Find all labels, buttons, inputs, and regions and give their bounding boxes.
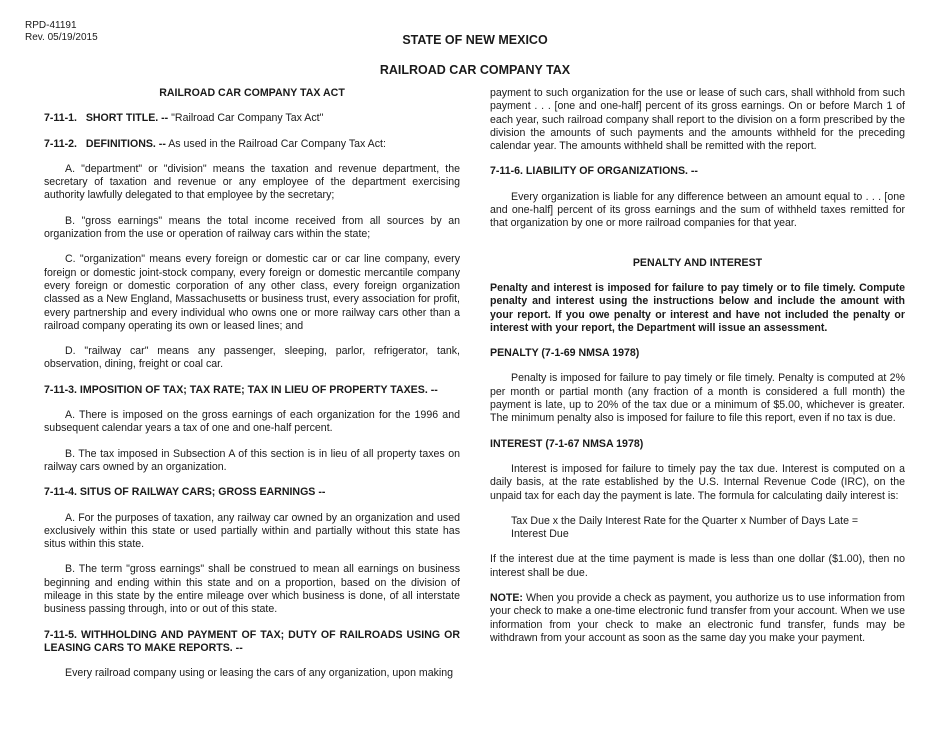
section-number: 7-11-2. [44, 137, 77, 150]
right-column [490, 87, 905, 645]
revision-date: Rev. 05/19/2015 [25, 32, 98, 43]
section-7-11-1 [44, 112, 460, 125]
section-7-11-6-heading: 7-11-6. LIABILITY OF ORGANIZATIONS. -- [490, 165, 698, 178]
section-7-11-4-heading: 7-11-4. SITUS OF RAILWAY CARS; GROSS EARNINGS -- [44, 486, 326, 499]
definition-d: D. "railway car" means any passenger, sleeping, parlor, refrigerator, tank, observation, dining, freight or coal car. [44, 345, 460, 371]
section-7-11-5-heading: 7-11-5. WITHHOLDING AND PAYMENT OF TAX; DUTY OF RAILROADS USING OR LEASING CARS TO MAKE REPORTS. -- [44, 628, 460, 654]
section-7-11-5-continued: payment to such organization for the use or lease of such cars, shall withhold from such payment . . . [one and one-half] percent of its gross earnings. On or before March 1 of each year, such railroad company shall report to the division on a form prescribed by the division the amounts of such payments and the amounts withheld for the preceding calendar year. The amounts withheld shall be remitted with the report. [490, 87, 905, 153]
state-title: STATE OF NEW MEXICO [402, 33, 548, 47]
note-paragraph [490, 592, 905, 645]
note-label: NOTE: [490, 592, 523, 605]
section-heading: SHORT TITLE. -- [85, 112, 169, 125]
penalty-interest-heading: PENALTY AND INTEREST [632, 256, 763, 269]
definition-b: B. "gross earnings" means the total income received from all sources by an organization from the use or operation of railway cars within the state; [44, 214, 460, 241]
interest-minimum-text: If the interest due at the time payment is made is less than one dollar ($1.00), then no interest shall be due. [490, 553, 905, 579]
section-text: "Railroad Car Company Tax Act" [168, 112, 324, 125]
section-7-11-5-text: Every railroad company using or leasing the cars of any organization, upon making [65, 667, 454, 680]
section-7-11-3-a: A. There is imposed on the gross earnings of each organization for the 1996 and subsequent calendar years a tax of one and one-half percent. [44, 409, 460, 435]
definition-a: A. "department" or "division" means the taxation and revenue department, the secretary of taxation and revenue or any employee of the department exercising authority lawfully delegated to that employee by the secretary; [44, 162, 460, 202]
section-7-11-2 [44, 138, 460, 151]
penalty-text: Penalty is imposed for failure to pay timely or file timely. Penalty is computed at 2% per month or partial month (any fraction of a month is considered a full month) the payment is late, up to 20% of the tax due or a minimum of $5.00, whichever is greater. The minimum penalty also is imposed for failure to file this report, even if no tax is due. [490, 372, 905, 425]
section-7-11-4-b: B. The term "gross earnings" shall be construed to mean all earnings on business beginning and ending within this state and on a proportion, based on the division of mileage in this state by the entire mileage over which business is done, of all interstate business passing through, into or out of this state. [44, 563, 460, 616]
interest-text: Interest is imposed for failure to timely pay the tax due. Interest is computed on a daily basis, at the rate established by the U.S. Internal Revenue Code (IRC), on the unpaid tax for each day the payment is late. The formula for calculating daily interest is: [490, 462, 905, 502]
page-title: RAILROAD CAR COMPANY TAX [379, 63, 571, 77]
section-7-11-4-a: A. For the purposes of taxation, any railway car owned by an organization and used exclusively within this state or used partially within and partially without this state has situs within this state. [44, 511, 460, 551]
note-text: When you provide a check as payment, you authorize us to use information from your check to make a one-time electronic fund transfer from your account. When we use information from your check to make an electronic fund transfer, funds may be withdrawn from your account as soon as the same day you make your payment. [490, 592, 905, 644]
penalty-heading: PENALTY (7-1-69 NMSA 1978) [490, 347, 640, 360]
interest-formula-line-2: Interest Due [511, 528, 569, 541]
section-number: 7-11-1. [44, 112, 77, 125]
act-title: RAILROAD CAR COMPANY TAX ACT [159, 87, 345, 99]
form-number: RPD-41191 [25, 20, 77, 31]
section-7-11-6-text: Every organization is liable for any difference between an amount equal to . . . [one and one-half] percent of its gross earnings and the sum of withheld taxes remitted for that organization by one or more railroad companies for that year. [490, 190, 905, 230]
left-column [44, 87, 460, 681]
section-heading: DEFINITIONS. -- [85, 137, 166, 150]
section-7-11-3-b: B. The tax imposed in Subsection A of this section is in lieu of all property taxes on railway cars owned by an organization. [44, 447, 460, 473]
penalty-interest-text: Penalty and interest is imposed for failure to pay timely or to file timely. Compute penalty and interest using the instructions below and include the amount with your report. If you owe penalty or interest and have not included the penalty or interest with your report, the Department will issue an assessment. [490, 281, 905, 334]
section-7-11-3-heading: 7-11-3. IMPOSITION OF TAX; TAX RATE; TAX IN LIEU OF PROPERTY TAXES. -- [44, 383, 438, 396]
section-text: As used in the Railroad Car Company Tax Act: [165, 137, 386, 150]
interest-heading: INTEREST (7-1-67 NMSA 1978) [490, 437, 644, 450]
interest-formula-line-1: Tax Due x the Daily Interest Rate for the Quarter x Number of Days Late = [511, 514, 859, 527]
definition-c: C. "organization" means every foreign or domestic car or car line company, every foreign or domestic joint-stock company, every foreign or domestic mercantile company every foreign or domestic corporation of any other class, every foreign organization classed as a New England, Massachusetts or business trust, every association for profit, every partnership and every individual who owns one or more railway cars other than a railroad company operating its own or leased lines; and [44, 253, 460, 332]
